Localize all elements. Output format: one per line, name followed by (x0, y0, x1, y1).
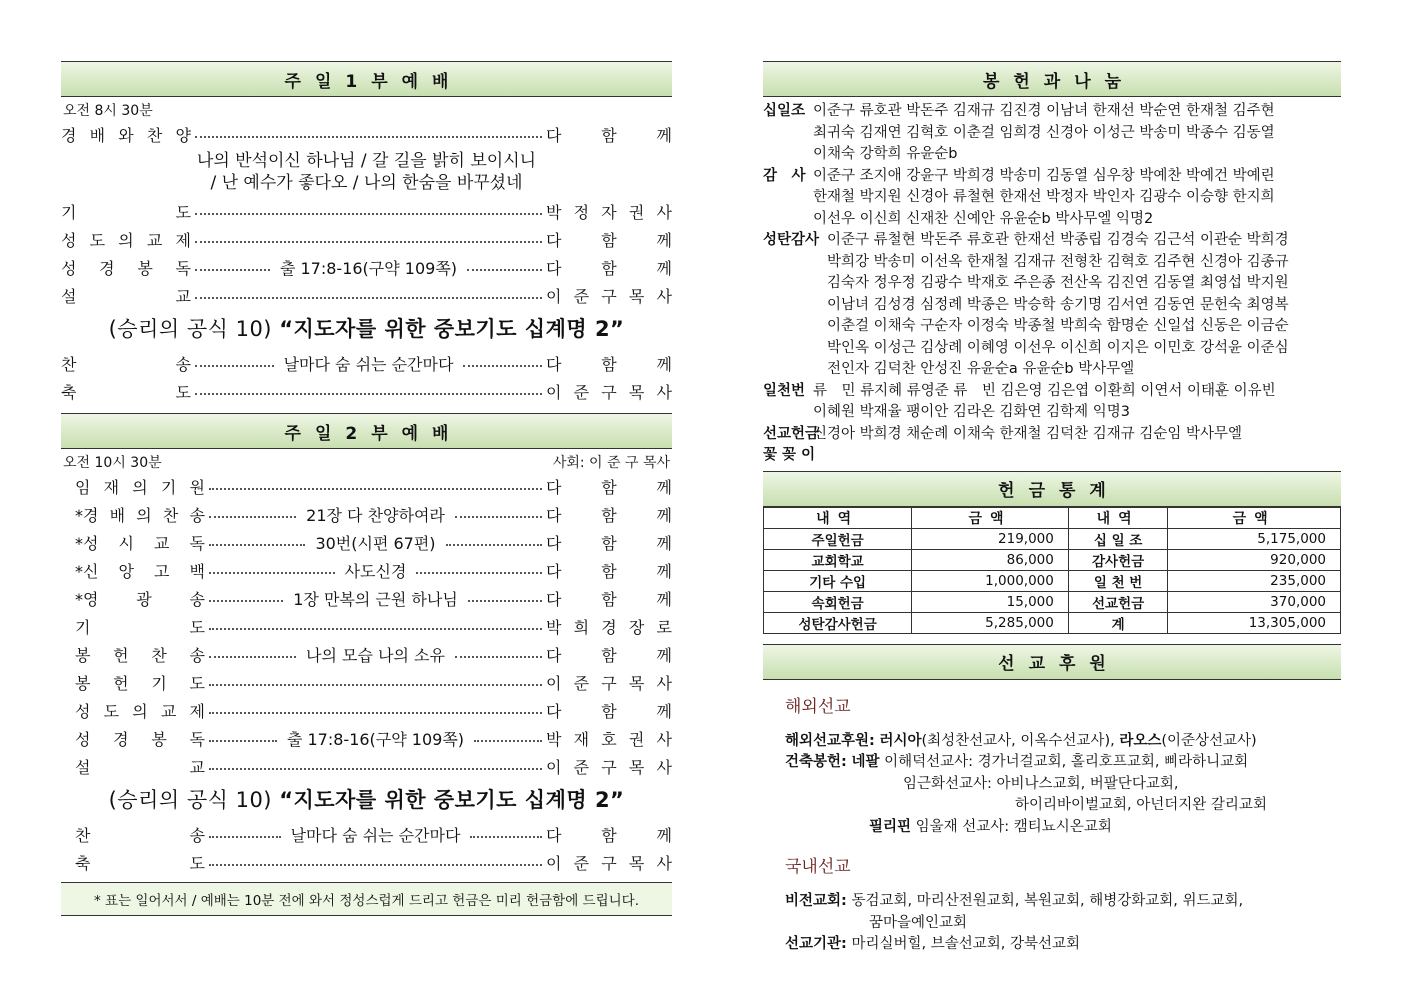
order-row (61, 281, 672, 309)
offering-category (763, 123, 813, 145)
donor-names: 김숙자 정우정 김광수 박재호 주은종 전산옥 김진연 김동열 최영섭 박지원 (827, 275, 1289, 291)
offering-line (763, 187, 1341, 209)
order-row (61, 500, 672, 528)
order-label: 설 교 (75, 757, 205, 777)
amount-cell: 5,175,000 (1168, 528, 1341, 549)
offering-category: 꽃 꽂 이 (763, 447, 816, 463)
praise-line-1: 나의 반석이신 하나님 / 갈 길을 밝히 보이시니 (196, 151, 537, 171)
amount-cell: 235,000 (1168, 570, 1341, 591)
item-cell: 감사헌금 (1068, 549, 1167, 570)
col-header: 내역 (764, 507, 912, 528)
amount-cell: 219,000 (912, 528, 1069, 549)
leader-dots (209, 650, 296, 658)
order-responsible: 다 함 께 (546, 125, 672, 145)
order-label: 찬 송 (75, 825, 205, 845)
domestic-line (785, 913, 1341, 935)
offering-category (763, 209, 813, 231)
offering-list (763, 101, 1341, 467)
order-content: 출 17:8-16(구약 109쪽) (286, 729, 465, 749)
item-cell: 교회학교 (764, 549, 912, 570)
leader-dots (195, 263, 270, 271)
service2-leader: 사회: 이 준 구 목사 (552, 455, 670, 471)
leader-dots (209, 538, 305, 546)
order-label: 성 도 의 교 제 (75, 701, 205, 721)
order-content: 날마다 숨 쉬는 순간마다 (290, 825, 461, 845)
donor-names: 최귀숙 김재연 김혁호 이춘걸 임희경 신경아 이성근 박송미 박종수 김동열 (813, 124, 1275, 141)
order-label: 봉 헌 기 도 (75, 673, 205, 693)
order-content: 출 17:8-16(구약 109쪽) (279, 258, 458, 278)
country-name: 필리핀 (869, 818, 912, 835)
order-responsible: 박 희 경 장 로 (546, 617, 672, 637)
leader-dots (195, 235, 542, 243)
amount-cell: 86,000 (912, 549, 1069, 570)
notice-bar: * 표는 일어서서 / 예배는 10분 전에 와서 정성스럽게 드리고 헌금은 미리 헌금함에 드립니다. (61, 882, 672, 916)
domestic-list (785, 891, 1341, 956)
order-content: 1장 만복의 근원 하나님 (293, 589, 458, 609)
service2-title: 주일2부예배 (61, 413, 672, 449)
donor-names: 이남녀 김성경 심정례 박종은 박승학 송기명 김서연 김동연 문헌숙 최영복 (827, 296, 1289, 313)
order-label: *영 광 송 (75, 589, 205, 609)
order-label: 설 교 (61, 286, 191, 306)
service1-title: 주일1부예배 (61, 61, 672, 97)
domestic-line (785, 934, 1341, 956)
offering-line (763, 359, 1341, 381)
order-label: 기 도 (61, 202, 191, 222)
order-responsible: 박 정 자 권 사 (546, 202, 672, 222)
col-header: 금액 (1168, 507, 1341, 528)
overseas-line (785, 752, 1341, 774)
leader-dots (209, 830, 281, 838)
order-responsible: 다 함 께 (546, 505, 673, 525)
table-row (764, 612, 1341, 633)
left-column (61, 61, 672, 916)
order-label: 축 도 (61, 382, 191, 402)
sermon-title: “지도자를 위한 중보기도 십계명 2” (279, 317, 625, 341)
order-label: 성 경 봉 독 (75, 729, 205, 749)
order-responsible: 다 함 께 (546, 477, 672, 497)
order-responsible: 다 함 께 (546, 589, 673, 609)
item-cell: 십 일 조 (1068, 528, 1167, 549)
table-row (764, 549, 1341, 570)
donor-names: 박인옥 이성근 김상례 이혜영 이선우 이신희 이지은 이민호 강석윤 이준심 (827, 339, 1289, 356)
offering-line (763, 144, 1341, 166)
leader-dots (195, 291, 542, 299)
missionaries: (최성찬선교사, 이옥수선교사), (921, 732, 1115, 749)
order-row (61, 640, 672, 668)
amount-cell: 5,285,000 (912, 612, 1069, 633)
order-row (61, 253, 672, 281)
praise-line-2: / 난 예수가 좋다오 / 나의 한숨을 바꾸셨네 (210, 173, 523, 193)
leader-dots (446, 538, 542, 546)
donor-names: 이준구 류호관 박돈주 김재규 김진경 이남녀 한재선 박순연 한재철 김주현 (813, 103, 1275, 119)
donor-names: 박희강 박송미 이선옥 한재철 김재규 전형찬 김혁호 김주현 신경아 김종규 (827, 253, 1289, 270)
order-row (61, 197, 672, 225)
donor-names (813, 445, 1341, 467)
overseas-line (785, 795, 1341, 817)
service1-time-row (61, 100, 672, 120)
order-label: 성 도 의 교 제 (61, 230, 191, 250)
leader-dots (455, 510, 542, 518)
order-content: 날마다 숨 쉬는 순간마다 (283, 354, 454, 374)
leader-dots (463, 359, 542, 367)
order-responsible: 박 재 호 권 사 (546, 729, 672, 749)
offering-category: 일천번 (763, 382, 806, 399)
leader-dots (209, 734, 277, 742)
donor-names: 신경아 박희경 채순례 이채숙 한재철 김덕찬 김재규 김순임 박사무엘 (813, 425, 1243, 442)
order-responsible: 다 함 께 (546, 354, 673, 374)
offering-category (763, 187, 813, 209)
service2-sermon (61, 780, 672, 820)
donor-names: 한재철 박지원 신경아 류철현 한재선 박정자 박인자 김광수 이승향 한지희 (813, 189, 1275, 205)
order-label: *경 배 의 찬 송 (75, 505, 205, 525)
order-responsible: 이 준 구 목 사 (546, 853, 672, 873)
offering-line (763, 402, 1341, 424)
order-row (61, 377, 672, 405)
offering-line (763, 381, 1341, 403)
leader-dots (209, 678, 542, 686)
order-content: 나의 모습 나의 소유 (306, 645, 445, 665)
order-row (61, 752, 672, 780)
leader-dots (209, 622, 542, 630)
order-responsible: 다 함 께 (546, 825, 673, 845)
order-row (61, 696, 672, 724)
offering-line (763, 424, 1341, 446)
praise-lyrics (61, 150, 672, 194)
order-content: 30번(시편 67편) (315, 533, 436, 553)
building-label: 건축봉헌: (785, 754, 847, 770)
order-responsible: 다 함 께 (546, 230, 672, 250)
leader-dots (195, 130, 542, 138)
donor-names: 류 민 류지혜 류영준 류 빈 김은영 김은엽 이환희 이연서 이태훈 이유빈 (813, 382, 1276, 399)
country-name: 라오스 (1119, 732, 1162, 749)
order-row (61, 225, 672, 253)
leader-dots (468, 594, 542, 602)
donor-names: 이준구 류철현 박돈주 류호관 한재선 박종립 김경숙 김근석 이관순 박희경 (827, 232, 1289, 248)
order-row (61, 120, 672, 148)
order-row (61, 612, 672, 640)
leader-dots (195, 207, 542, 215)
amount-cell: 1,000,000 (912, 570, 1069, 591)
table-header-row (764, 507, 1341, 528)
country-name: 러시아 (879, 732, 922, 749)
col-header: 내역 (1068, 507, 1167, 528)
leader-dots (209, 566, 335, 574)
offering-category: 성탄감사 (763, 232, 820, 248)
order-label: 기 도 (75, 617, 205, 637)
offering-category (763, 144, 813, 166)
order-responsible: 이 준 구 목 사 (546, 757, 672, 777)
donor-names: 이선우 이신희 신재찬 신예안 유윤순b 박사무엘 익명2 (813, 210, 1154, 227)
order-label: 찬 송 (61, 354, 191, 374)
overseas-heading: 해외선교 (785, 696, 851, 717)
order-row (61, 848, 672, 876)
churches: 임울재 선교사: 캠티뇨시온교회 (915, 818, 1112, 835)
overseas-line (785, 817, 1341, 839)
order-row (61, 556, 672, 584)
order-row (61, 349, 672, 377)
order-label: 성 경 봉 독 (61, 258, 191, 278)
order-label: *신 앙 고 백 (75, 561, 205, 581)
order-content: 사도신경 (344, 561, 407, 581)
leader-dots (474, 734, 542, 742)
table-row (764, 528, 1341, 549)
order-responsible: 다 함 께 (546, 258, 672, 278)
order-row (61, 668, 672, 696)
churches: 동검교회, 마리산전원교회, 복원교회, 해병강화교회, 위드교회, (851, 893, 1244, 909)
offering-category: 감 사 (763, 167, 806, 184)
leader-dots (209, 706, 542, 714)
item-cell: 성탄감사헌금 (764, 612, 912, 633)
order-label: 임 재 의 기 원 (75, 477, 205, 497)
domestic-line (785, 891, 1341, 913)
service1-sermon (61, 309, 672, 349)
amount-cell: 920,000 (1168, 549, 1341, 570)
donor-names: 이춘걸 이채숙 구순자 이정숙 박종철 박희숙 함명순 신일섭 신동은 이금순 (827, 318, 1289, 334)
offering-line (763, 295, 1341, 317)
institutions: 마리실버힐, 브솔선교회, 강북선교회 (851, 936, 1080, 952)
offering-line (763, 445, 1341, 467)
service2-time-row (61, 452, 672, 472)
offering-line (763, 123, 1341, 145)
order-responsible: 이 준 구 목 사 (546, 286, 672, 306)
donor-names: 이준구 조지애 강윤구 박희경 박송미 김동열 심우창 박예찬 박예건 박예린 (813, 167, 1275, 184)
offering-line (763, 273, 1341, 295)
country-name: 네팔 (851, 754, 880, 770)
stats-title: 헌금통계 (763, 471, 1341, 507)
overseas-line (785, 731, 1341, 753)
item-cell: 기타 수입 (764, 570, 912, 591)
domestic-heading: 국내선교 (785, 857, 851, 877)
leader-dots (209, 510, 296, 518)
order-row (61, 820, 672, 848)
order-row (61, 584, 672, 612)
order-label: *성 시 교 독 (75, 533, 205, 553)
donor-names: 이채숙 강학희 유윤순b (813, 146, 958, 162)
leader-dots (209, 482, 542, 490)
leader-dots (470, 830, 542, 838)
mission-title: 선교후원 (763, 644, 1341, 680)
sermon-prefix: (승리의 공식 10) (108, 788, 272, 812)
offering-stats-table (763, 507, 1341, 634)
leader-dots (209, 858, 542, 866)
missionaries: (이준상선교사) (1161, 732, 1257, 749)
offering-category (763, 273, 827, 295)
churches: 꿈마을예인교회 (869, 914, 968, 931)
order-responsible: 다 함 께 (546, 645, 672, 665)
order-responsible: 이 준 구 목 사 (546, 673, 672, 693)
vision-label: 비전교회: (785, 893, 847, 909)
service1-time: 오전 8시 30분 (63, 103, 153, 119)
leader-dots (209, 762, 542, 770)
order-responsible: 이 준 구 목 사 (546, 382, 672, 402)
col-header: 금액 (912, 507, 1069, 528)
overseas-list (785, 731, 1341, 839)
order-label: 경 배 와 찬 양 (61, 125, 191, 145)
offering-line (763, 338, 1341, 360)
offering-line (763, 252, 1341, 274)
institution-label: 선교기관: (785, 936, 847, 952)
donor-names: 이혜원 박재율 팽이안 김라온 김화연 김학제 익명3 (813, 404, 1131, 420)
offering-line (763, 166, 1341, 188)
sermon-prefix: (승리의 공식 10) (108, 317, 272, 341)
item-cell: 계 (1068, 612, 1167, 633)
order-label: 봉 헌 찬 송 (75, 645, 205, 665)
offering-title: 봉헌과나눔 (763, 61, 1341, 97)
order-row (61, 528, 672, 556)
amount-cell: 370,000 (1168, 591, 1341, 612)
leader-dots (209, 594, 283, 602)
order-label: 축 도 (75, 853, 205, 873)
item-cell: 주일헌금 (764, 528, 912, 549)
order-responsible: 다 함 께 (546, 561, 673, 581)
churches: 임근화선교사: 아비나스교회, 버팔단다교회, (903, 775, 1179, 792)
offering-category (763, 295, 827, 317)
item-cell: 속회헌금 (764, 591, 912, 612)
order-content: 21장 다 찬양하여라 (306, 505, 445, 525)
order-responsible: 다 함 께 (546, 533, 672, 553)
offering-category (763, 316, 827, 338)
offering-category (763, 252, 827, 274)
leader-dots (467, 263, 542, 271)
offering-category (763, 402, 813, 424)
offering-line (763, 316, 1341, 338)
donor-names: 전인자 김덕찬 안성진 유윤순a 유윤순b 박사무엘 (827, 361, 1135, 377)
sermon-title: “지도자를 위한 중보기도 십계명 2” (279, 788, 625, 812)
leader-dots (416, 566, 542, 574)
amount-cell: 13,305,000 (1168, 612, 1341, 633)
leader-dots (455, 650, 542, 658)
leader-dots (195, 359, 274, 367)
order-responsible: 다 함 께 (546, 701, 672, 721)
offering-category: 십일조 (763, 103, 806, 119)
churches: 하이리바이벌교회, 아넌더지완 갈리교회 (1015, 797, 1267, 813)
amount-cell: 15,000 (912, 591, 1069, 612)
right-column (763, 61, 1341, 956)
offering-line (763, 230, 1341, 252)
table-row (764, 570, 1341, 591)
overseas-line (785, 774, 1341, 796)
churches: 이해덕선교사: 경가너걸교회, 홀리호프교회, 삐라하니교회 (884, 754, 1249, 770)
item-cell: 선교헌금 (1068, 591, 1167, 612)
service2-time: 오전 10시 30분 (63, 455, 162, 471)
item-cell: 일 천 번 (1068, 570, 1167, 591)
order-row (61, 472, 672, 500)
overseas-label: 해외선교후원: (785, 732, 875, 749)
offering-category (763, 359, 827, 381)
offering-line (763, 101, 1341, 123)
offering-line (763, 209, 1341, 231)
offering-category (763, 338, 827, 360)
offering-category: 선교헌금 (763, 425, 820, 442)
order-row (61, 724, 672, 752)
leader-dots (195, 387, 542, 395)
table-row (764, 591, 1341, 612)
